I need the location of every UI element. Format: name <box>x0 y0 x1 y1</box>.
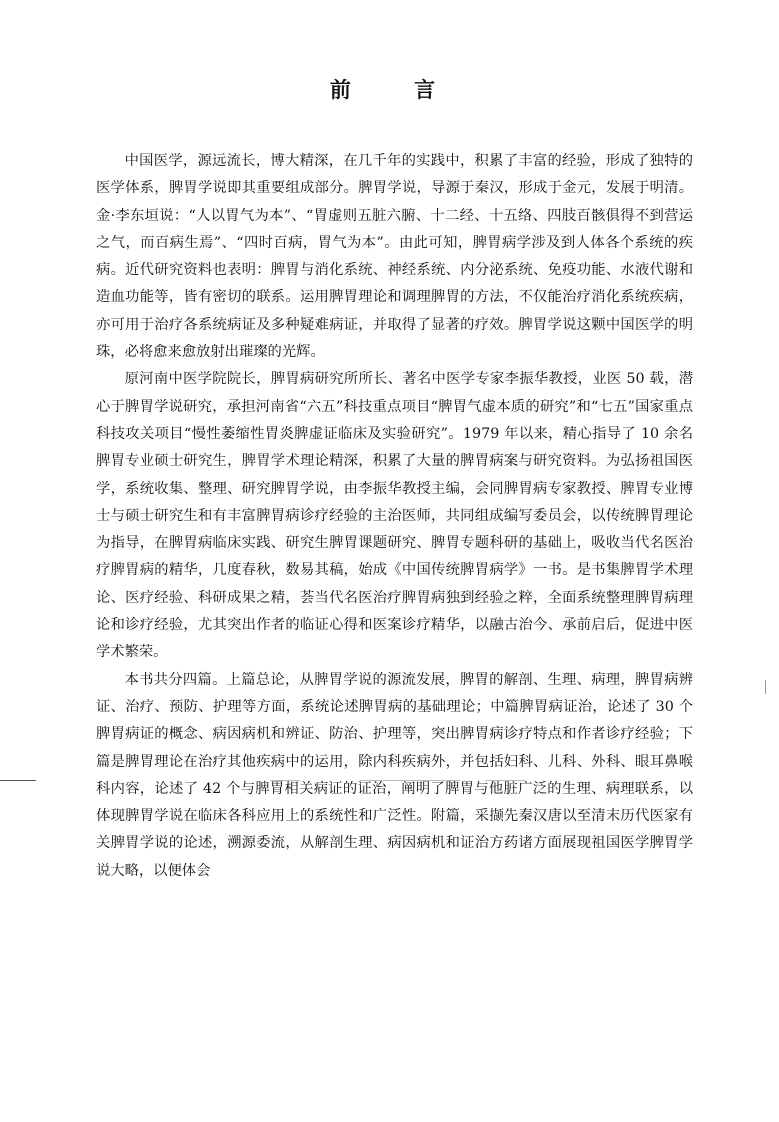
paragraph-1: 中国医学，源远流长，博大精深，在几千年的实践中，积累了丰富的经验，形成了独特的医学体系，脾胃学说即其重要组成部分。脾胃学说，导源于秦汉，形成于金元，发展于明清。金·李东垣说：“人以胃气为本”、“胃虚则五脏六腑、十二经、十五络、四肢百骸俱得不到营运之气，而百病生焉”、“四时百病，胃气为本”。由此可知，脾胃病学涉及到人体各个系统的疾病。近代研究资料也表明：脾胃与消化系统、神经系统、内分泌系统、免疫功能、水液代谢和造血功能等，皆有密切的联系。运用脾胃理论和调理脾胃的方法，不仅能治疗消化系统疾病，亦可用于治疗各系统病证及多种疑难病证，并取得了显著的疗效。脾胃学说这颗中国医学的明珠，必将愈来愈放射出璀璨的光辉。 <box>96 153 693 361</box>
scan-artifact-line <box>485 780 525 781</box>
paragraph-3: 本书共分四篇。上篇总论，从脾胃学说的源流发展，脾胃的解剖、生理、病理，脾胃病辨证、治疗、预防、护理等方面，系统论述脾胃病的基础理论；中篇脾胃病证治，论述了 30 个脾胃病证的概念、病因病机和辨证、防治、护理等，突出脾胃病诊疗特点和作者诊疗经验；下篇是脾胃理论在治疗其他疾病中的运用，除内科疾病外，并包括妇科、儿科、外科、眼耳鼻喉科内容，论述了 42 个与脾胃相关病证的证治，阐明了脾胃与他脏广泛的生理、病理联系，以体现脾胃学说在临床各科应用上的系统性和广泛性。附篇，采撷先秦汉唐以至清末历代医家有关脾胃学说的论述，溯源委流，从解剖生理、病因病机和证治方药诸方面展现祖国医学脾胃学说大略，以便体会 <box>96 671 693 879</box>
scan-artifact-line <box>270 780 300 781</box>
body-text <box>96 148 693 885</box>
scan-artifact-mark <box>765 680 766 694</box>
scan-artifact-line <box>360 780 460 781</box>
paragraph-2: 原河南中医学院院长，脾胃病研究所所长、著名中医学专家李振华教授，业医 50 载，潜心于脾胃学说研究，承担河南省“六五”科技重点项目“脾胃气虚本质的研究”和“七五”国家重点科技攻关项目“慢性萎缩性胃炎脾虚证临床及实验研究”。1979 年以来，精心指导了 10 余名脾胃专业硕士研究生，脾胃学术理论精深，积累了大量的脾胃病案与研究资料。为弘扬祖国医学，系统收集、整理、研究脾胃学说，由李振华教授主编，会同脾胃病专家教授、脾胃专业博士与硕士研究生和有丰富脾胃病诊疗经验的主治医师，共同组成编写委员会，以传统脾胃理论为指导，在脾胃病临床实践、研究生脾胃课题研究、脾胃专题科研的基础上，吸收当代名医治疗脾胃病的精华，几度春秋，数易其稿，始成《中国传统脾胃病学》一书。是书集脾胃学术理论、医疗经验、科研成果之精，荟当代名医治疗脾胃病独到经验之粹，全面系统整理脾胃病理论和诊疗经验，尤其突出作者的临证心得和医案诊疗精华，以融古治今、承前启后，促进中医学术繁荣。 <box>96 371 693 661</box>
scan-artifact-line <box>0 780 36 781</box>
page-title: 前 言 <box>329 78 464 102</box>
